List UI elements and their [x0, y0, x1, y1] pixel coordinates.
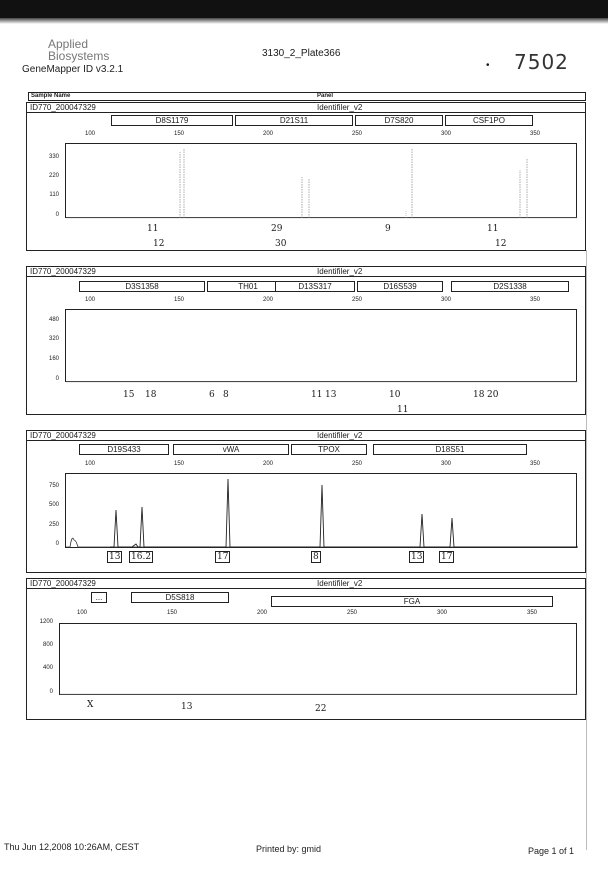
y-tick-label: 750 — [48, 483, 59, 489]
x-tick-label: 250 — [352, 131, 363, 137]
x-tick-label: 300 — [441, 297, 452, 303]
locus-box: D21S11 — [235, 115, 353, 126]
panel-title-bar — [27, 579, 585, 589]
sample-id: ID770_200047329 — [30, 431, 96, 440]
software-version: GeneMapper ID v3.2.1 — [22, 64, 124, 75]
locus-box: ... — [91, 592, 107, 603]
locus-box: vWA — [173, 444, 289, 455]
x-tick-label: 200 — [263, 131, 274, 137]
allele-call: 20 — [487, 390, 499, 400]
applied-biosystems-logo — [48, 38, 109, 62]
x-tick-label: 200 — [257, 610, 268, 616]
panel-title-bar — [27, 267, 585, 277]
allele-call: 30 — [275, 239, 287, 249]
x-tick-label: 350 — [527, 610, 538, 616]
x-tick-label: 150 — [167, 610, 178, 616]
y-tick-label: 0 — [55, 541, 59, 547]
logo-line-2: Biosystems — [48, 49, 110, 63]
x-tick-label: 100 — [85, 461, 96, 467]
x-tick-label: 350 — [530, 131, 541, 137]
scan-edge-line — [586, 250, 587, 850]
y-tick-label: 320 — [48, 336, 59, 342]
electropherogram-panel-2 — [26, 266, 586, 415]
panel-title-bar — [27, 103, 585, 113]
allele-call: 12 — [153, 239, 165, 249]
x-tick-label: 250 — [347, 610, 358, 616]
electropherogram-panel-3 — [26, 430, 586, 573]
x-tick-label: 300 — [441, 131, 452, 137]
allele-call: 13 — [325, 390, 337, 400]
trace-svg — [66, 144, 578, 219]
locus-box: D2S1338 — [451, 281, 569, 292]
locus-box: D18S51 — [373, 444, 527, 455]
sample-id: ID770_200047329 — [30, 579, 96, 588]
x-tick-label: 100 — [85, 297, 96, 303]
trace-plot-area — [65, 309, 577, 382]
y-tick-label: 220 — [48, 173, 59, 179]
locus-box: D3S1358 — [79, 281, 205, 292]
locus-box: D13S317 — [275, 281, 355, 292]
locus-box: D19S433 — [79, 444, 169, 455]
kit-name: Identifiler_v2 — [317, 431, 363, 440]
x-tick-label: 100 — [77, 610, 88, 616]
kit-name: Identifiler_v2 — [317, 579, 363, 588]
allele-call: 12 — [495, 239, 507, 249]
allele-call: 6 — [209, 390, 215, 400]
trace-svg — [66, 474, 578, 549]
locus-box: CSF1PO — [445, 115, 533, 126]
scan-top-band — [0, 0, 608, 18]
allele-call: 17 — [441, 552, 453, 562]
allele-call: 29 — [271, 224, 283, 234]
electropherogram-panel-4 — [26, 578, 586, 720]
locus-box: FGA — [271, 596, 553, 607]
y-tick-label: 0 — [55, 212, 59, 218]
y-tick-label: 800 — [42, 642, 53, 648]
locus-box: D7S820 — [355, 115, 443, 126]
y-tick-label: 250 — [48, 522, 59, 528]
allele-call: 17 — [217, 552, 229, 562]
print-date: Thu Jun 12,2008 10:26AM, CEST — [4, 842, 140, 852]
trace-plot-area — [59, 623, 577, 695]
x-tick-label: 150 — [174, 461, 185, 467]
bullet-mark: • — [486, 60, 490, 71]
column-header-row — [28, 92, 586, 101]
allele-call: 8 — [223, 390, 229, 400]
allele-call: 11 — [487, 224, 499, 234]
allele-call: 15 — [123, 390, 135, 400]
allele-call: 11 — [147, 224, 159, 234]
allele-call: 13 — [109, 552, 121, 562]
logo-line-1: Applied — [48, 37, 89, 51]
x-tick-label: 150 — [174, 131, 185, 137]
handwritten-sheet-number: 7502 — [514, 50, 569, 74]
y-tick-label: 1200 — [39, 619, 53, 625]
y-tick-label: 0 — [49, 689, 53, 695]
locus-box: D8S1179 — [111, 115, 233, 126]
printed-by: Printed by: gmid — [256, 844, 322, 854]
sample-id: ID770_200047329 — [30, 103, 96, 112]
x-tick-label: 300 — [441, 461, 452, 467]
x-tick-label: 300 — [437, 610, 448, 616]
x-tick-label: 350 — [530, 297, 541, 303]
x-tick-label: 250 — [352, 297, 363, 303]
x-tick-label: 350 — [530, 461, 541, 467]
trace-plot-area — [65, 473, 577, 548]
locus-box: TPOX — [291, 444, 367, 455]
sample-name-header: Sample Name — [31, 93, 71, 99]
trace-svg — [60, 624, 578, 696]
x-tick-label: 200 — [263, 297, 274, 303]
allele-call: 16.2 — [131, 552, 152, 562]
allele-call: 13 — [411, 552, 423, 562]
y-tick-label: 110 — [49, 192, 59, 198]
allele-call: 11 — [397, 405, 409, 415]
kit-name: Identifiler_v2 — [317, 267, 363, 276]
y-tick-label: 330 — [48, 154, 59, 160]
y-tick-label: 160 — [48, 356, 59, 362]
allele-call: 9 — [385, 224, 391, 234]
locus-box: D5S818 — [131, 592, 229, 603]
x-tick-label: 100 — [85, 131, 96, 137]
electropherogram-panel-1 — [26, 102, 586, 251]
trace-svg — [66, 310, 578, 383]
kit-name: Identifiler_v2 — [317, 103, 363, 112]
locus-box: D16S539 — [357, 281, 443, 292]
allele-call: 11 — [311, 390, 323, 400]
allele-call: 22 — [315, 704, 327, 714]
y-tick-label: 480 — [48, 317, 59, 323]
panel-header: Panel — [317, 93, 334, 99]
plate-name: 3130_2_Plate366 — [262, 48, 341, 59]
trace-plot-area — [65, 143, 577, 218]
allele-call: 18 — [473, 390, 485, 400]
allele-call: 18 — [145, 390, 157, 400]
y-tick-label: 0 — [55, 376, 59, 382]
y-tick-label: 500 — [48, 502, 59, 508]
panel-title-bar — [27, 431, 585, 441]
page-number: Page 1 of 1 — [528, 846, 575, 856]
locus-box: TH01 — [207, 281, 289, 292]
x-tick-label: 250 — [352, 461, 363, 467]
x-tick-label: 200 — [263, 461, 274, 467]
allele-call: 13 — [181, 702, 193, 712]
allele-call: X — [87, 700, 94, 710]
allele-call: 10 — [389, 390, 401, 400]
y-tick-label: 400 — [42, 665, 53, 671]
allele-call: 8 — [313, 552, 319, 562]
sample-id: ID770_200047329 — [30, 267, 96, 276]
x-tick-label: 150 — [174, 297, 185, 303]
